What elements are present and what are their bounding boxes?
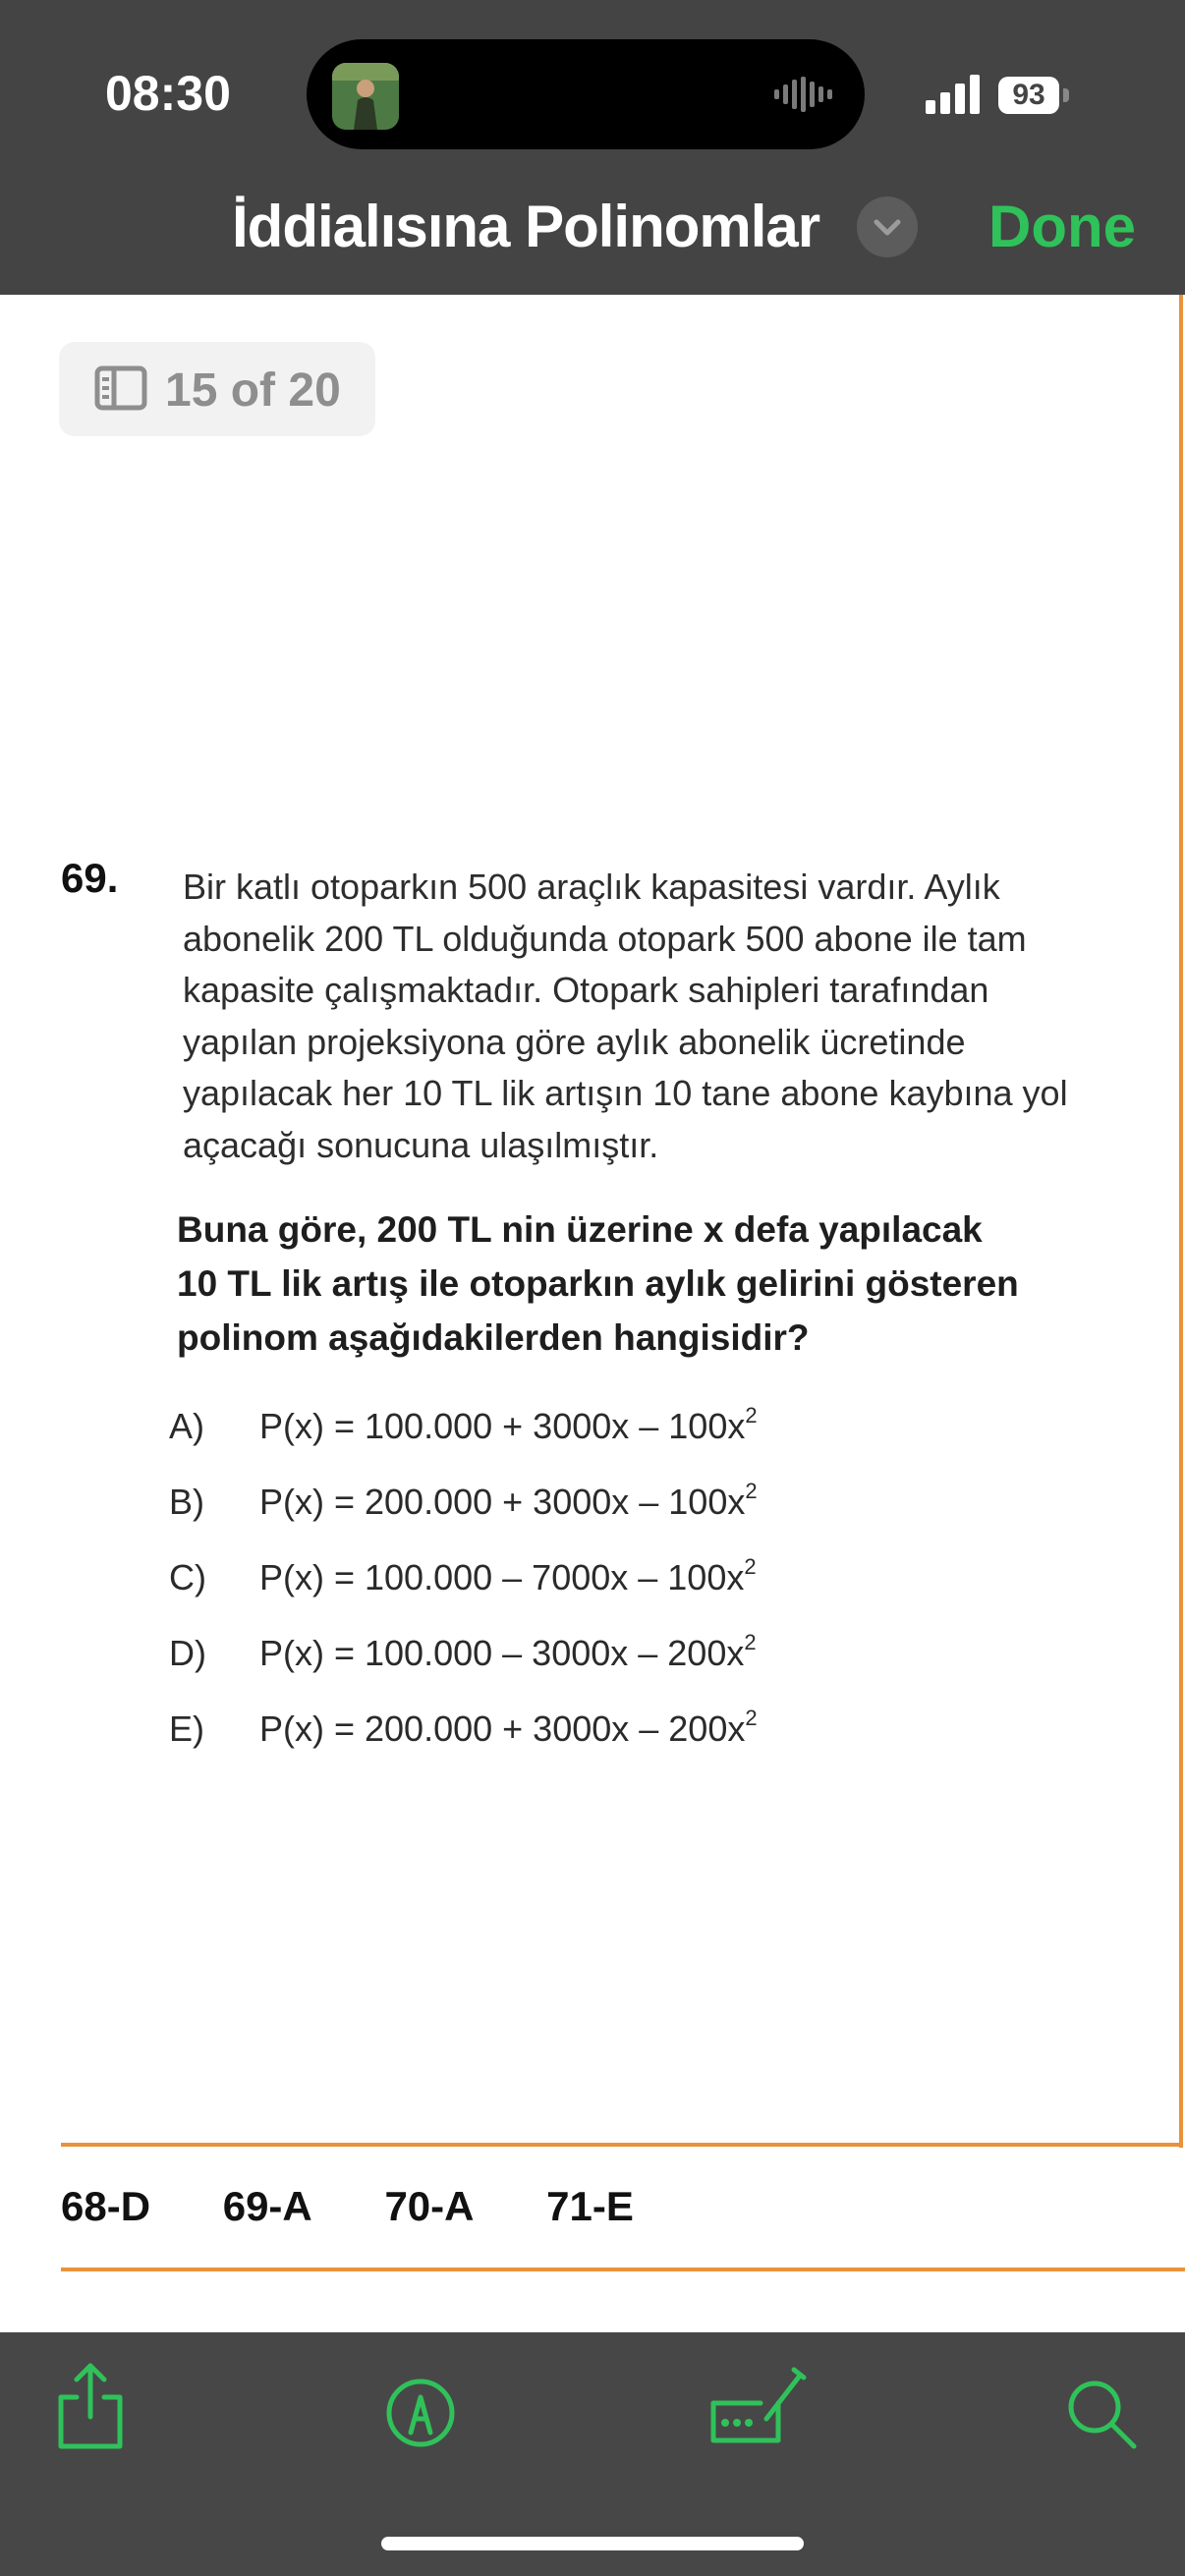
question-text	[183, 862, 1126, 1171]
home-indicator[interactable]	[381, 2537, 804, 2550]
question-prompt-line: Buna göre, 200 TL nin üzerine x defa yapılacak	[177, 1209, 983, 1250]
page-indicator[interactable]	[59, 342, 375, 436]
question-text-line: yapılan projeksiyona göre aylık abonelik ücretinde	[183, 1021, 966, 1062]
battery-icon	[1063, 88, 1069, 102]
option-expression: P(x) = 200.000 + 3000x – 100x	[259, 1482, 746, 1522]
page-indicator-label: 15 of 20	[165, 364, 341, 417]
markup-pen-icon[interactable]	[383, 2358, 458, 2452]
top-bar	[0, 0, 1185, 295]
answer-option-d	[169, 1630, 876, 1689]
answer-option-b	[169, 1479, 876, 1538]
option-exponent: 2	[745, 1479, 758, 1503]
share-icon[interactable]	[51, 2358, 130, 2452]
option-letter: A)	[169, 1406, 204, 1446]
option-exponent: 2	[744, 1554, 757, 1579]
option-expression: P(x) = 100.000 – 3000x – 200x	[259, 1633, 745, 1673]
answer-option-c	[169, 1554, 876, 1613]
answer-option-a	[169, 1403, 876, 1462]
answer-key-item: 68-D	[61, 2183, 151, 2229]
answer-key-bottom-rule	[61, 2268, 1185, 2271]
title-menu-button[interactable]	[857, 196, 918, 257]
option-exponent: 2	[745, 1706, 758, 1730]
option-expression: P(x) = 100.000 – 7000x – 100x	[259, 1557, 745, 1597]
thumbnail-sidebar-icon	[94, 365, 147, 411]
option-letter: D)	[169, 1633, 206, 1673]
status-time: 08:30	[105, 66, 231, 121]
answer-key-item: 71-E	[546, 2183, 634, 2229]
option-letter: C)	[169, 1557, 206, 1597]
answer-key-item: 70-A	[384, 2183, 475, 2229]
dynamic-island[interactable]	[307, 39, 865, 149]
question-prompt	[177, 1203, 1061, 1365]
option-expression: P(x) = 100.000 + 3000x – 100x	[259, 1406, 746, 1446]
question-text-line: kapasite çalışmaktadır. Otopark sahipleri tarafından	[183, 970, 989, 1010]
question-text-line: Bir katlı otoparkın 500 araçlık kapasitesi vardır. Aylık	[183, 867, 1000, 907]
done-button[interactable]: Done	[988, 194, 1136, 259]
audio-waveform-icon	[774, 77, 833, 112]
search-icon[interactable]	[1063, 2358, 1142, 2452]
question-text-line: yapılacak her 10 TL lik artışın 10 tane abone kaybına yol	[183, 1073, 1068, 1113]
form-fill-signature-icon[interactable]	[709, 2358, 808, 2452]
option-exponent: 2	[744, 1630, 757, 1654]
document-title[interactable]: İddialısına Polinomlar	[232, 194, 820, 259]
question-prompt-line: 10 TL lik artış ile otoparkın aylık gelirini gösteren	[177, 1263, 1019, 1304]
option-letter: E)	[169, 1708, 204, 1749]
battery-level: 93	[998, 77, 1059, 114]
question-number: 69.	[61, 855, 119, 901]
question-text-line: açacağı sonucuna ulaşılmıştır.	[183, 1124, 659, 1165]
answer-key-top-rule	[61, 2143, 1183, 2147]
answer-key	[61, 2183, 695, 2230]
now-playing-artwork-icon	[332, 63, 399, 130]
option-exponent: 2	[745, 1403, 758, 1428]
chevron-down-icon	[857, 196, 918, 257]
option-expression: P(x) = 200.000 + 3000x – 200x	[259, 1708, 746, 1749]
cellular-signal-icon	[926, 75, 983, 114]
answer-option-e	[169, 1706, 876, 1764]
question-prompt-line: polinom aşağıdakilerden hangisidir?	[177, 1317, 810, 1358]
page-border	[1179, 295, 1183, 2148]
question-text-line: abonelik 200 TL olduğunda otopark 500 abone ile tam	[183, 918, 1027, 959]
answer-key-item: 69-A	[222, 2183, 312, 2229]
option-letter: B)	[169, 1482, 204, 1522]
